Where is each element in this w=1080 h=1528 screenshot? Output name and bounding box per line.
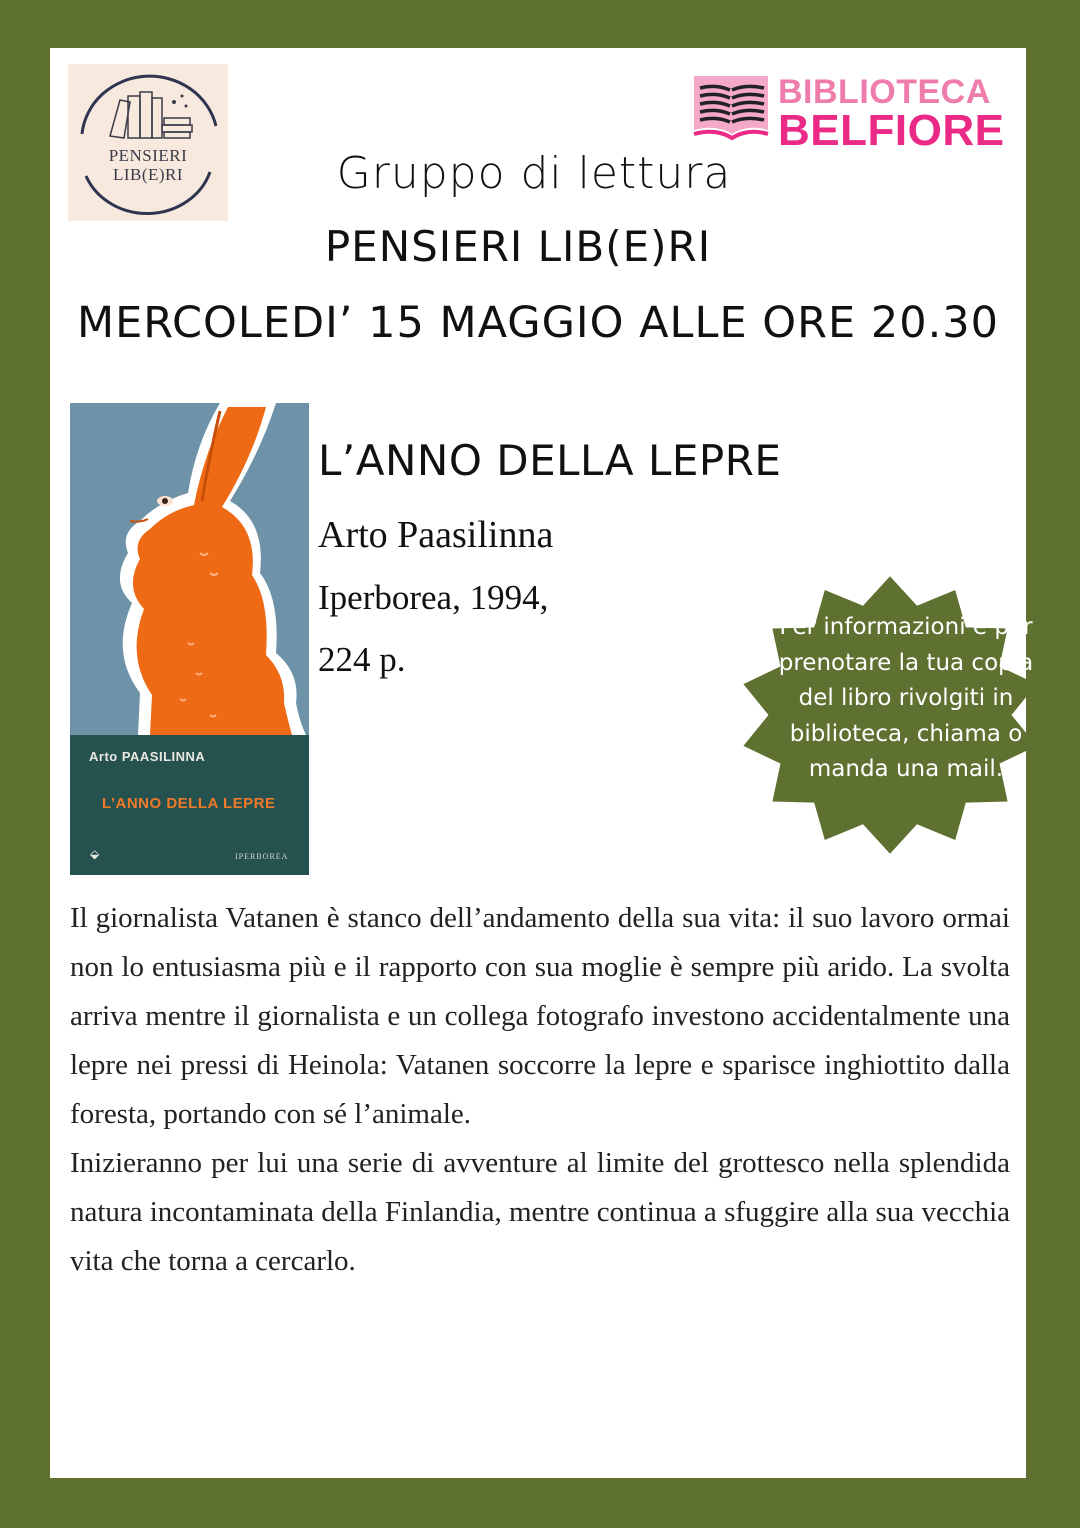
- book-publisher-year: Iperborea, 1994,: [318, 578, 549, 617]
- group-logo-line2: LIB(E)RI: [112, 165, 184, 184]
- description-paragraph-2: Inizieranno per lui una serie di avventure al limite del grottesco nella splendida natura incontaminata della Finlandia, mentre continua a sfuggire alla sua vecchia vita che torna a cercarlo.: [70, 1147, 1010, 1277]
- group-logo-line1: PENSIERI: [108, 146, 188, 165]
- info-badge: [730, 570, 1040, 860]
- book-cover: [70, 403, 309, 875]
- library-name-line2: BELFIORE: [778, 106, 1005, 155]
- badge-text: Per informazioni e per prenotare la tua copia del libro rivolgiti in biblioteca, chiama o manda una mail.: [778, 614, 1034, 782]
- cover-title: L’ANNO DELLA LEPRE: [102, 795, 276, 812]
- library-name-line1: BIBLIOTECA: [778, 73, 991, 111]
- event-heading-group: Gruppo di lettura: [336, 148, 732, 199]
- book-title: L’ANNO DELLA LEPRE: [318, 436, 782, 485]
- open-book-icon: [692, 74, 772, 150]
- publisher-mark-icon: ⬙: [90, 847, 100, 861]
- book-author: Arto Paasilinna: [318, 514, 554, 556]
- event-heading-name: PENSIERI LIB(E)RI: [324, 222, 712, 271]
- book-description: [70, 894, 1010, 1286]
- cover-author: Arto PAASILINNA: [89, 749, 206, 764]
- poster-sheet: [50, 48, 1034, 1478]
- cover-publisher: IPERBOREA: [235, 852, 289, 861]
- description-paragraph-1: Il giornalista Vatanen è stanco dell’andamento della sua vita: il suo lavoro ormai non lo entusiasma più e il rapporto con sua moglie è sempre più arido. La svolta arriva mentre il giornalista e un collega fotografo investono accidentalmente una lepre nei pressi di Heinola: Vatanen soccorre la lepre e sparisce inghiottito dalla foresta, portando con sé l’animale.: [70, 902, 1010, 1130]
- library-logo: [692, 73, 1005, 155]
- book-pages: 224 p.: [318, 640, 406, 679]
- event-heading-date: MERCOLEDI’ 15 MAGGIO ALLE ORE 20.30: [77, 298, 999, 348]
